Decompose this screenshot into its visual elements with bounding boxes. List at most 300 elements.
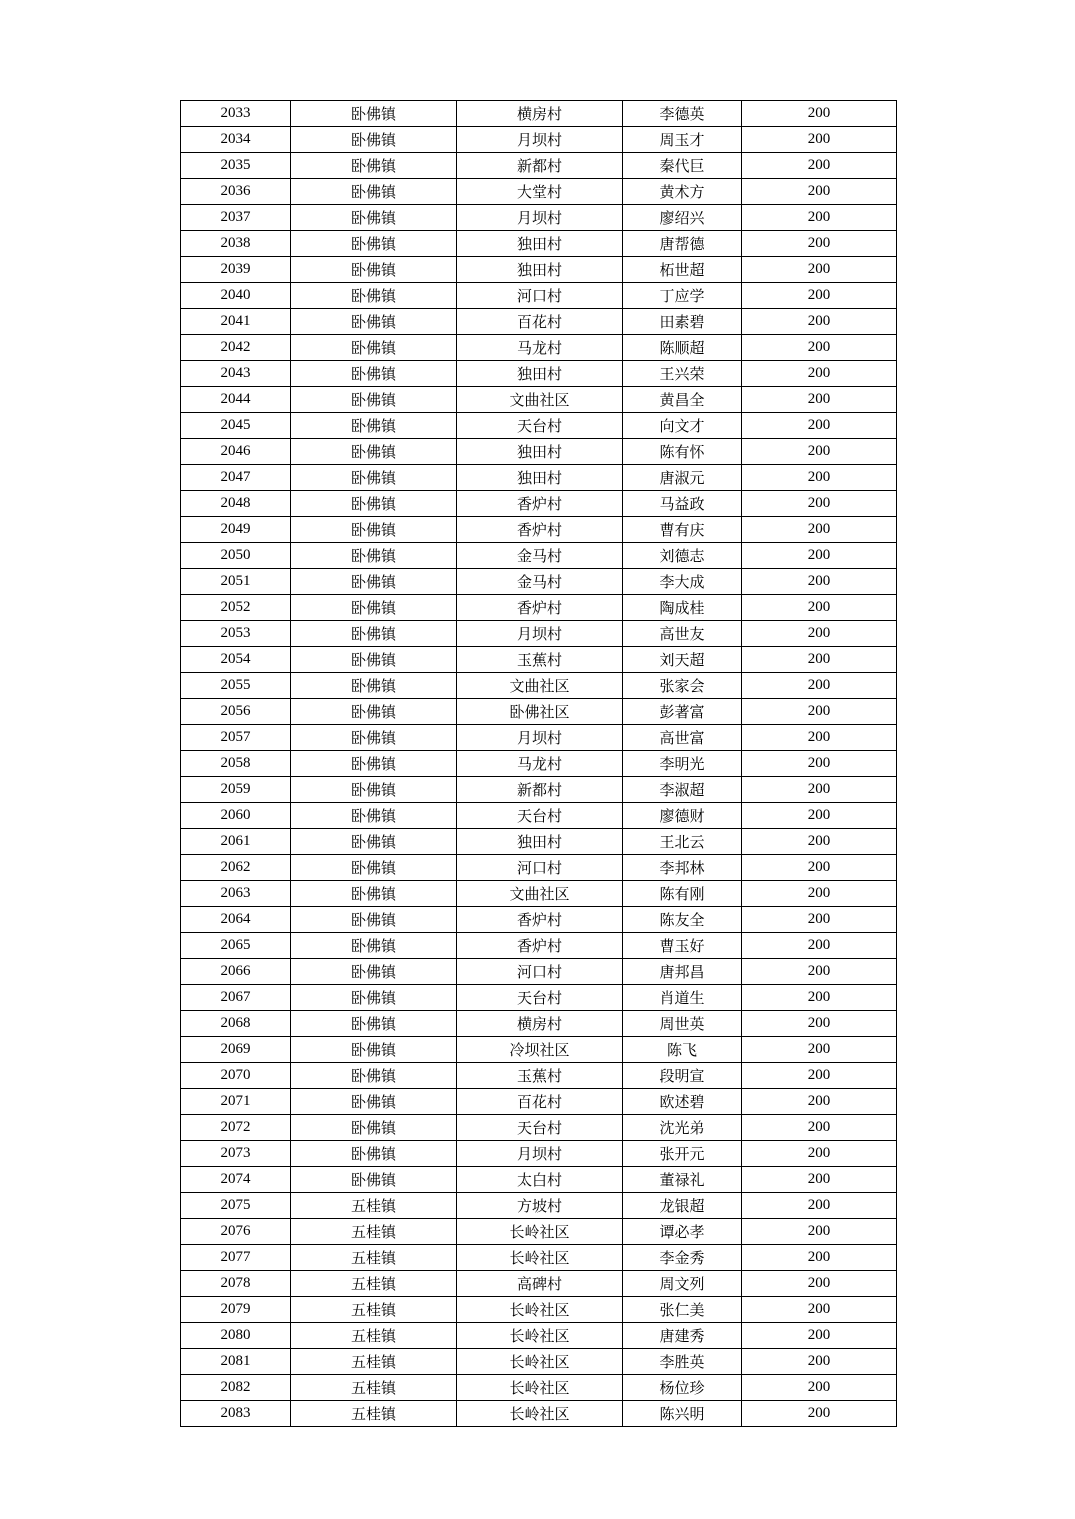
- town-cell: 卧佛镇: [291, 1089, 457, 1115]
- person-name-cell: 向文才: [623, 413, 742, 439]
- amount-cell: 200: [742, 179, 897, 205]
- row-number-cell: 2075: [181, 1193, 291, 1219]
- payment-roster-table: [180, 100, 897, 1427]
- person-name-cell: 廖绍兴: [623, 205, 742, 231]
- amount-cell: 200: [742, 569, 897, 595]
- table-row: [181, 725, 897, 751]
- amount-cell: 200: [742, 829, 897, 855]
- amount-cell: 200: [742, 361, 897, 387]
- village-cell: 金马村: [457, 543, 623, 569]
- town-cell: 五桂镇: [291, 1349, 457, 1375]
- person-name-cell: 唐建秀: [623, 1323, 742, 1349]
- amount-cell: 200: [742, 309, 897, 335]
- table-row: [181, 439, 897, 465]
- row-number-cell: 2080: [181, 1323, 291, 1349]
- row-number-cell: 2039: [181, 257, 291, 283]
- amount-cell: 200: [742, 907, 897, 933]
- town-cell: 卧佛镇: [291, 179, 457, 205]
- table-row: [181, 231, 897, 257]
- amount-cell: 200: [742, 439, 897, 465]
- town-cell: 五桂镇: [291, 1375, 457, 1401]
- town-cell: 卧佛镇: [291, 231, 457, 257]
- town-cell: 五桂镇: [291, 1219, 457, 1245]
- person-name-cell: 李淑超: [623, 777, 742, 803]
- row-number-cell: 2081: [181, 1349, 291, 1375]
- village-cell: 天台村: [457, 803, 623, 829]
- village-cell: 月坝村: [457, 127, 623, 153]
- amount-cell: 200: [742, 725, 897, 751]
- amount-cell: 200: [742, 959, 897, 985]
- person-name-cell: 周玉才: [623, 127, 742, 153]
- person-name-cell: 李大成: [623, 569, 742, 595]
- amount-cell: 200: [742, 127, 897, 153]
- person-name-cell: 陈有刚: [623, 881, 742, 907]
- person-name-cell: 周文列: [623, 1271, 742, 1297]
- village-cell: 长岭社区: [457, 1323, 623, 1349]
- table-row: [181, 127, 897, 153]
- person-name-cell: 陈顺超: [623, 335, 742, 361]
- amount-cell: 200: [742, 205, 897, 231]
- row-number-cell: 2041: [181, 309, 291, 335]
- town-cell: 卧佛镇: [291, 1167, 457, 1193]
- amount-cell: 200: [742, 1349, 897, 1375]
- town-cell: 卧佛镇: [291, 725, 457, 751]
- town-cell: 卧佛镇: [291, 517, 457, 543]
- person-name-cell: 高世富: [623, 725, 742, 751]
- person-name-cell: 曹玉好: [623, 933, 742, 959]
- town-cell: 卧佛镇: [291, 335, 457, 361]
- amount-cell: 200: [742, 1167, 897, 1193]
- person-name-cell: 陈兴明: [623, 1401, 742, 1427]
- town-cell: 卧佛镇: [291, 257, 457, 283]
- table-row: [181, 465, 897, 491]
- table-row: [181, 413, 897, 439]
- person-name-cell: 谭必孝: [623, 1219, 742, 1245]
- town-cell: 卧佛镇: [291, 673, 457, 699]
- village-cell: 长岭社区: [457, 1219, 623, 1245]
- amount-cell: 200: [742, 387, 897, 413]
- village-cell: 长岭社区: [457, 1375, 623, 1401]
- village-cell: 长岭社区: [457, 1349, 623, 1375]
- row-number-cell: 2062: [181, 855, 291, 881]
- amount-cell: 200: [742, 1089, 897, 1115]
- village-cell: 独田村: [457, 257, 623, 283]
- table-row: [181, 517, 897, 543]
- village-cell: 独田村: [457, 439, 623, 465]
- person-name-cell: 刘天超: [623, 647, 742, 673]
- amount-cell: 200: [742, 1011, 897, 1037]
- row-number-cell: 2038: [181, 231, 291, 257]
- row-number-cell: 2036: [181, 179, 291, 205]
- row-number-cell: 2072: [181, 1115, 291, 1141]
- amount-cell: 200: [742, 335, 897, 361]
- table-row: [181, 283, 897, 309]
- table-row: [181, 699, 897, 725]
- town-cell: 卧佛镇: [291, 881, 457, 907]
- table-row: [181, 153, 897, 179]
- town-cell: 卧佛镇: [291, 101, 457, 127]
- table-row: [181, 1349, 897, 1375]
- row-number-cell: 2050: [181, 543, 291, 569]
- row-number-cell: 2074: [181, 1167, 291, 1193]
- row-number-cell: 2082: [181, 1375, 291, 1401]
- amount-cell: 200: [742, 517, 897, 543]
- village-cell: 长岭社区: [457, 1401, 623, 1427]
- village-cell: 玉蕉村: [457, 1063, 623, 1089]
- amount-cell: 200: [742, 153, 897, 179]
- amount-cell: 200: [742, 1141, 897, 1167]
- table-row: [181, 647, 897, 673]
- town-cell: 卧佛镇: [291, 413, 457, 439]
- town-cell: 卧佛镇: [291, 361, 457, 387]
- table-row: [181, 777, 897, 803]
- town-cell: 卧佛镇: [291, 309, 457, 335]
- row-number-cell: 2063: [181, 881, 291, 907]
- row-number-cell: 2064: [181, 907, 291, 933]
- village-cell: 横房村: [457, 101, 623, 127]
- town-cell: 卧佛镇: [291, 777, 457, 803]
- village-cell: 卧佛社区: [457, 699, 623, 725]
- village-cell: 百花村: [457, 1089, 623, 1115]
- amount-cell: 200: [742, 595, 897, 621]
- town-cell: 卧佛镇: [291, 829, 457, 855]
- row-number-cell: 2061: [181, 829, 291, 855]
- village-cell: 大堂村: [457, 179, 623, 205]
- table-row: [181, 751, 897, 777]
- row-number-cell: 2068: [181, 1011, 291, 1037]
- town-cell: 五桂镇: [291, 1323, 457, 1349]
- row-number-cell: 2065: [181, 933, 291, 959]
- table-row: [181, 1245, 897, 1271]
- person-name-cell: 张仁美: [623, 1297, 742, 1323]
- village-cell: 百花村: [457, 309, 623, 335]
- table-row: [181, 309, 897, 335]
- amount-cell: 200: [742, 1297, 897, 1323]
- row-number-cell: 2043: [181, 361, 291, 387]
- row-number-cell: 2045: [181, 413, 291, 439]
- town-cell: 卧佛镇: [291, 283, 457, 309]
- person-name-cell: 秦代巨: [623, 153, 742, 179]
- village-cell: 月坝村: [457, 205, 623, 231]
- row-number-cell: 2067: [181, 985, 291, 1011]
- amount-cell: 200: [742, 1245, 897, 1271]
- amount-cell: 200: [742, 231, 897, 257]
- town-cell: 卧佛镇: [291, 153, 457, 179]
- town-cell: 卧佛镇: [291, 855, 457, 881]
- table-body: [181, 101, 897, 1427]
- person-name-cell: 王北云: [623, 829, 742, 855]
- person-name-cell: 柘世超: [623, 257, 742, 283]
- person-name-cell: 田素碧: [623, 309, 742, 335]
- row-number-cell: 2044: [181, 387, 291, 413]
- row-number-cell: 2077: [181, 1245, 291, 1271]
- table-row: [181, 335, 897, 361]
- village-cell: 马龙村: [457, 335, 623, 361]
- town-cell: 五桂镇: [291, 1245, 457, 1271]
- table-row: [181, 543, 897, 569]
- table-row: [181, 595, 897, 621]
- village-cell: 长岭社区: [457, 1245, 623, 1271]
- person-name-cell: 唐帮德: [623, 231, 742, 257]
- village-cell: 新都村: [457, 777, 623, 803]
- table-row: [181, 673, 897, 699]
- person-name-cell: 陈有怀: [623, 439, 742, 465]
- amount-cell: 200: [742, 933, 897, 959]
- row-number-cell: 2057: [181, 725, 291, 751]
- amount-cell: 200: [742, 1323, 897, 1349]
- row-number-cell: 2053: [181, 621, 291, 647]
- row-number-cell: 2037: [181, 205, 291, 231]
- village-cell: 月坝村: [457, 1141, 623, 1167]
- table-row: [181, 829, 897, 855]
- person-name-cell: 陈友全: [623, 907, 742, 933]
- person-name-cell: 彭著富: [623, 699, 742, 725]
- table-row: [181, 1089, 897, 1115]
- row-number-cell: 2033: [181, 101, 291, 127]
- town-cell: 卧佛镇: [291, 543, 457, 569]
- row-number-cell: 2083: [181, 1401, 291, 1427]
- amount-cell: 200: [742, 699, 897, 725]
- row-number-cell: 2058: [181, 751, 291, 777]
- table-row: [181, 621, 897, 647]
- table-row: [181, 1167, 897, 1193]
- table-row: [181, 205, 897, 231]
- amount-cell: 200: [742, 465, 897, 491]
- amount-cell: 200: [742, 1115, 897, 1141]
- person-name-cell: 曹有庆: [623, 517, 742, 543]
- person-name-cell: 龙银超: [623, 1193, 742, 1219]
- row-number-cell: 2034: [181, 127, 291, 153]
- person-name-cell: 段明宣: [623, 1063, 742, 1089]
- village-cell: 香炉村: [457, 933, 623, 959]
- town-cell: 卧佛镇: [291, 439, 457, 465]
- village-cell: 金马村: [457, 569, 623, 595]
- table-row: [181, 569, 897, 595]
- town-cell: 五桂镇: [291, 1193, 457, 1219]
- row-number-cell: 2048: [181, 491, 291, 517]
- village-cell: 文曲社区: [457, 881, 623, 907]
- row-number-cell: 2049: [181, 517, 291, 543]
- table-row: [181, 1115, 897, 1141]
- village-cell: 河口村: [457, 283, 623, 309]
- row-number-cell: 2069: [181, 1037, 291, 1063]
- amount-cell: 200: [742, 413, 897, 439]
- town-cell: 五桂镇: [291, 1401, 457, 1427]
- person-name-cell: 肖道生: [623, 985, 742, 1011]
- amount-cell: 200: [742, 751, 897, 777]
- person-name-cell: 张家会: [623, 673, 742, 699]
- row-number-cell: 2047: [181, 465, 291, 491]
- amount-cell: 200: [742, 257, 897, 283]
- table-row: [181, 1401, 897, 1427]
- row-number-cell: 2055: [181, 673, 291, 699]
- village-cell: 天台村: [457, 985, 623, 1011]
- town-cell: 卧佛镇: [291, 907, 457, 933]
- row-number-cell: 2056: [181, 699, 291, 725]
- amount-cell: 200: [742, 1193, 897, 1219]
- table-row: [181, 1297, 897, 1323]
- amount-cell: 200: [742, 1063, 897, 1089]
- table-row: [181, 179, 897, 205]
- row-number-cell: 2051: [181, 569, 291, 595]
- town-cell: 卧佛镇: [291, 465, 457, 491]
- village-cell: 新都村: [457, 153, 623, 179]
- town-cell: 五桂镇: [291, 1271, 457, 1297]
- village-cell: 香炉村: [457, 907, 623, 933]
- person-name-cell: 王兴荣: [623, 361, 742, 387]
- amount-cell: 200: [742, 647, 897, 673]
- town-cell: 卧佛镇: [291, 803, 457, 829]
- village-cell: 玉蕉村: [457, 647, 623, 673]
- table-row: [181, 1011, 897, 1037]
- row-number-cell: 2035: [181, 153, 291, 179]
- village-cell: 横房村: [457, 1011, 623, 1037]
- table-row: [181, 803, 897, 829]
- row-number-cell: 2078: [181, 1271, 291, 1297]
- person-name-cell: 李德英: [623, 101, 742, 127]
- village-cell: 香炉村: [457, 517, 623, 543]
- person-name-cell: 丁应学: [623, 283, 742, 309]
- town-cell: 卧佛镇: [291, 1037, 457, 1063]
- village-cell: 香炉村: [457, 595, 623, 621]
- row-number-cell: 2059: [181, 777, 291, 803]
- amount-cell: 200: [742, 1401, 897, 1427]
- person-name-cell: 李邦林: [623, 855, 742, 881]
- town-cell: 卧佛镇: [291, 621, 457, 647]
- person-name-cell: 马益政: [623, 491, 742, 517]
- person-name-cell: 刘德志: [623, 543, 742, 569]
- village-cell: 方坡村: [457, 1193, 623, 1219]
- person-name-cell: 黄昌全: [623, 387, 742, 413]
- town-cell: 卧佛镇: [291, 933, 457, 959]
- table-row: [181, 959, 897, 985]
- amount-cell: 200: [742, 803, 897, 829]
- village-cell: 月坝村: [457, 621, 623, 647]
- amount-cell: 200: [742, 881, 897, 907]
- amount-cell: 200: [742, 283, 897, 309]
- village-cell: 河口村: [457, 959, 623, 985]
- town-cell: 卧佛镇: [291, 985, 457, 1011]
- town-cell: 卧佛镇: [291, 1063, 457, 1089]
- person-name-cell: 张开元: [623, 1141, 742, 1167]
- amount-cell: 200: [742, 673, 897, 699]
- village-cell: 香炉村: [457, 491, 623, 517]
- person-name-cell: 沈光弟: [623, 1115, 742, 1141]
- row-number-cell: 2046: [181, 439, 291, 465]
- row-number-cell: 2054: [181, 647, 291, 673]
- table-row: [181, 985, 897, 1011]
- row-number-cell: 2042: [181, 335, 291, 361]
- person-name-cell: 黄术方: [623, 179, 742, 205]
- village-cell: 独田村: [457, 361, 623, 387]
- table-row: [181, 1323, 897, 1349]
- amount-cell: 200: [742, 543, 897, 569]
- town-cell: 五桂镇: [291, 1297, 457, 1323]
- amount-cell: 200: [742, 855, 897, 881]
- village-cell: 独田村: [457, 829, 623, 855]
- amount-cell: 200: [742, 491, 897, 517]
- village-cell: 独田村: [457, 231, 623, 257]
- town-cell: 卧佛镇: [291, 1141, 457, 1167]
- amount-cell: 200: [742, 101, 897, 127]
- person-name-cell: 李胜英: [623, 1349, 742, 1375]
- table-row: [181, 387, 897, 413]
- person-name-cell: 陶成桂: [623, 595, 742, 621]
- village-cell: 文曲社区: [457, 387, 623, 413]
- table-row: [181, 1037, 897, 1063]
- row-number-cell: 2073: [181, 1141, 291, 1167]
- table-row: [181, 855, 897, 881]
- person-name-cell: 高世友: [623, 621, 742, 647]
- amount-cell: 200: [742, 1037, 897, 1063]
- amount-cell: 200: [742, 621, 897, 647]
- row-number-cell: 2076: [181, 1219, 291, 1245]
- row-number-cell: 2060: [181, 803, 291, 829]
- row-number-cell: 2070: [181, 1063, 291, 1089]
- village-cell: 高碑村: [457, 1271, 623, 1297]
- village-cell: 太白村: [457, 1167, 623, 1193]
- table-row: [181, 1193, 897, 1219]
- town-cell: 卧佛镇: [291, 699, 457, 725]
- amount-cell: 200: [742, 777, 897, 803]
- table-row: [181, 907, 897, 933]
- person-name-cell: 唐邦昌: [623, 959, 742, 985]
- person-name-cell: 周世英: [623, 1011, 742, 1037]
- row-number-cell: 2066: [181, 959, 291, 985]
- town-cell: 卧佛镇: [291, 491, 457, 517]
- person-name-cell: 陈飞: [623, 1037, 742, 1063]
- town-cell: 卧佛镇: [291, 959, 457, 985]
- row-number-cell: 2052: [181, 595, 291, 621]
- amount-cell: 200: [742, 1219, 897, 1245]
- table-row: [181, 1063, 897, 1089]
- table-row: [181, 361, 897, 387]
- village-cell: 冷坝社区: [457, 1037, 623, 1063]
- person-name-cell: 董禄礼: [623, 1167, 742, 1193]
- table-row: [181, 1219, 897, 1245]
- village-cell: 月坝村: [457, 725, 623, 751]
- village-cell: 文曲社区: [457, 673, 623, 699]
- person-name-cell: 欧述碧: [623, 1089, 742, 1115]
- town-cell: 卧佛镇: [291, 127, 457, 153]
- table-row: [181, 1141, 897, 1167]
- town-cell: 卧佛镇: [291, 569, 457, 595]
- row-number-cell: 2071: [181, 1089, 291, 1115]
- village-cell: 独田村: [457, 465, 623, 491]
- town-cell: 卧佛镇: [291, 751, 457, 777]
- person-name-cell: 李明光: [623, 751, 742, 777]
- table-row: [181, 881, 897, 907]
- village-cell: 河口村: [457, 855, 623, 881]
- table-row: [181, 257, 897, 283]
- village-cell: 马龙村: [457, 751, 623, 777]
- table-row: [181, 1375, 897, 1401]
- amount-cell: 200: [742, 1375, 897, 1401]
- row-number-cell: 2079: [181, 1297, 291, 1323]
- town-cell: 卧佛镇: [291, 1115, 457, 1141]
- town-cell: 卧佛镇: [291, 595, 457, 621]
- table-row: [181, 101, 897, 127]
- village-cell: 天台村: [457, 413, 623, 439]
- village-cell: 天台村: [457, 1115, 623, 1141]
- town-cell: 卧佛镇: [291, 1011, 457, 1037]
- person-name-cell: 李金秀: [623, 1245, 742, 1271]
- town-cell: 卧佛镇: [291, 205, 457, 231]
- table-row: [181, 1271, 897, 1297]
- table-row: [181, 933, 897, 959]
- person-name-cell: 唐淑元: [623, 465, 742, 491]
- person-name-cell: 廖德财: [623, 803, 742, 829]
